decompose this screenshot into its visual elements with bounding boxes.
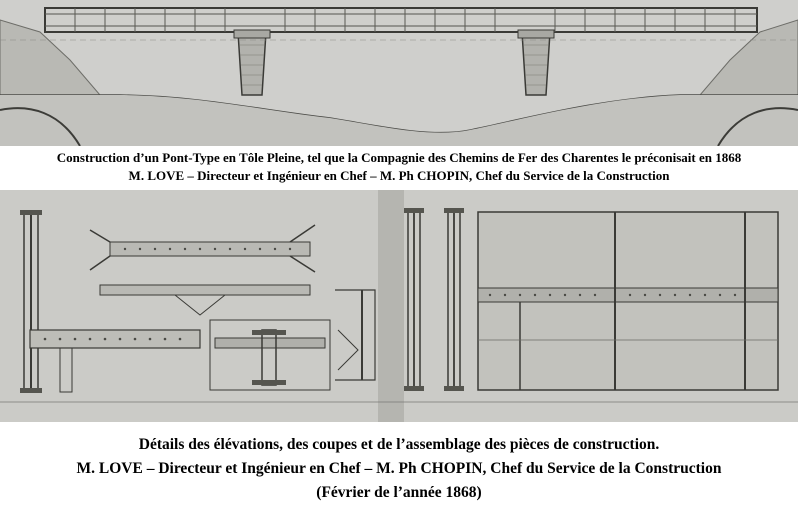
- bridge-elevation-image: [0, 0, 798, 146]
- caption-top-line-2: M. LOVE – Directeur et Ingénieur en Chef – M. Ph CHOPIN, Chef du Service de la Construction: [128, 168, 670, 183]
- caption-bottom-line-3: (Février de l’année 1868): [316, 484, 482, 501]
- caption-bottom-line-1: Détails des élévations, des coupes et de l’assemblage des pièces de construction.: [138, 436, 660, 453]
- caption-bottom-line-2: M. LOVE – Directeur et Ingénieur en Chef – M. Ph CHOPIN, Chef du Service de la Construction: [76, 460, 722, 477]
- construction-details-drawing: [0, 190, 798, 422]
- construction-details-image: [0, 190, 798, 422]
- caption-top-line-1: Construction d’un Pont-Type en Tôle Pleine, tel que la Compagnie des Chemins de Fer des Charentes le préconisait en 1868: [56, 150, 742, 165]
- bridge-elevation-drawing: [0, 0, 798, 146]
